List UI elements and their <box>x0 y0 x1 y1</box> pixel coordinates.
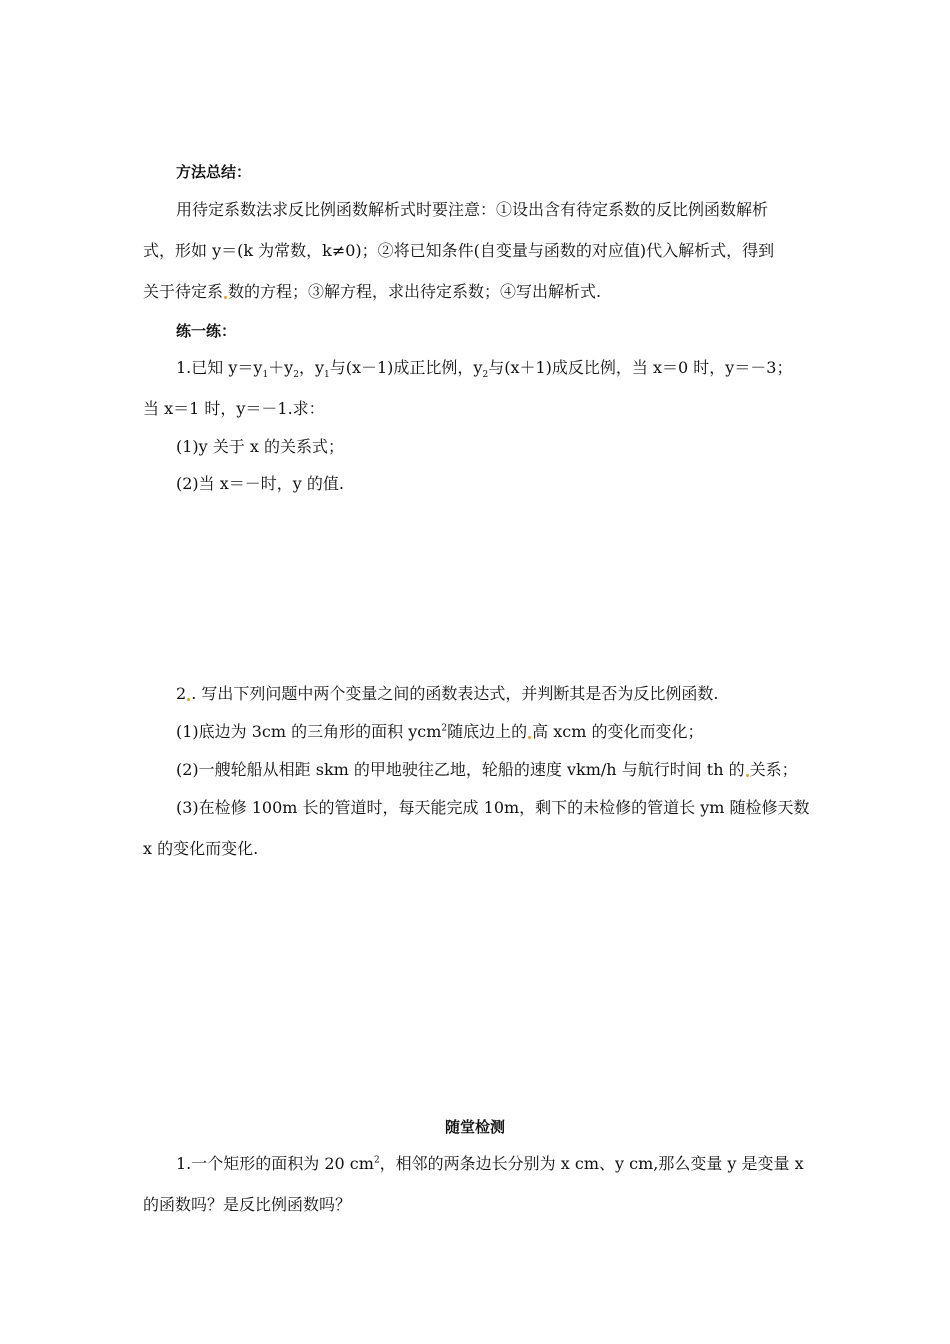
q2-p2-text-b: 关系； <box>749 760 798 779</box>
q2-p1-text-c: 高 xcm 的变化而变化； <box>532 722 704 741</box>
method-summary-heading: 方法总结： <box>176 163 252 181</box>
q1-sub-1: 1 <box>262 370 269 381</box>
q2-p1-text-a: (1)底边为 3cm 的三角形的面积 ycm <box>176 722 442 741</box>
practice-q1-part-1: (1)y 关于 x 的关系式； <box>176 437 344 456</box>
q2-p2-text-a: (2)一艘轮船从相距 skm 的甲地驶往乙地，轮船的速度 vkm/h 与航行时间 th 的 <box>176 760 745 779</box>
q1-text-c: ，y <box>298 358 324 377</box>
q1-text-e: 与(x＋1)成反比例，当 x＝0 时，y＝－3； <box>488 358 793 377</box>
q2-number: 2 <box>176 684 187 703</box>
q1-sub-3: 1 <box>324 370 330 381</box>
test-q1-line-2: 的函数吗？是反比例函数吗？ <box>143 1195 352 1214</box>
summary-paragraph-line-1: 用待定系数法求反比例函数解析式时要注意：①设出含有待定系数的反比例函数解析 <box>176 200 769 219</box>
summary-paragraph-line-3 <box>143 282 601 302</box>
summary-paragraph-line-2: 式，形如 y＝(k 为常数，k≠0)；②将已知条件(自变量与函数的对应值)代入解析式，得到 <box>143 241 775 260</box>
practice-heading: 练一练： <box>176 322 237 340</box>
practice-q1-line-1 <box>176 358 793 381</box>
practice-q2-part-3-line-1: (3)在检修 100m 长的管道时，每天能完成 10m，剩下的未检修的管道长 ym 随检修天数 <box>176 798 810 817</box>
q1-sub-4: 2 <box>482 370 489 381</box>
summary-line-3-part-b: 数的方程；③解方程，求出待定系数；④写出解析式. <box>228 282 602 301</box>
test-q1-text-a: 1.一个矩形的面积为 20 cm <box>176 1154 374 1173</box>
test-q1-sup: 2 <box>373 1155 380 1166</box>
practice-q1-part-2: (2)当 x＝－时，y 的值. <box>176 474 344 493</box>
summary-line-3-part-a: 关于待定系 <box>143 282 224 301</box>
q1-sub-2: 2 <box>293 370 299 381</box>
test-q1-line-1 <box>176 1154 804 1174</box>
q2-text: . 写出下列问题中两个变量之间的函数表达式，并判断其是否为反比例函数. <box>191 684 719 703</box>
q2-p1-text-b: 随底边上的 <box>447 722 528 741</box>
classroom-test-heading: 随堂检测 <box>444 1118 505 1136</box>
q1-text-b: ＋y <box>268 358 294 377</box>
annotation-dot <box>746 774 749 777</box>
practice-q2-line-1 <box>176 684 718 704</box>
practice-q2-part-2 <box>176 760 798 780</box>
practice-q1-line-2: 当 x＝1 时，y＝－1.求： <box>143 399 325 418</box>
q1-text-d: 与(x－1)成正比例，y <box>329 358 483 377</box>
practice-q2-part-3-line-2: x 的变化而变化. <box>143 839 259 858</box>
annotation-dot <box>528 736 531 739</box>
test-q1-text-b: ，相邻的两条边长分别为 x cm、y cm,那么变量 y 是变量 x <box>379 1154 804 1173</box>
annotation-dot <box>224 296 227 299</box>
q2-p1-sup: 2 <box>441 723 448 734</box>
practice-q2-part-1 <box>176 722 704 742</box>
annotation-dot <box>187 698 190 701</box>
q1-text-a: 1.已知 y＝y <box>176 358 263 377</box>
